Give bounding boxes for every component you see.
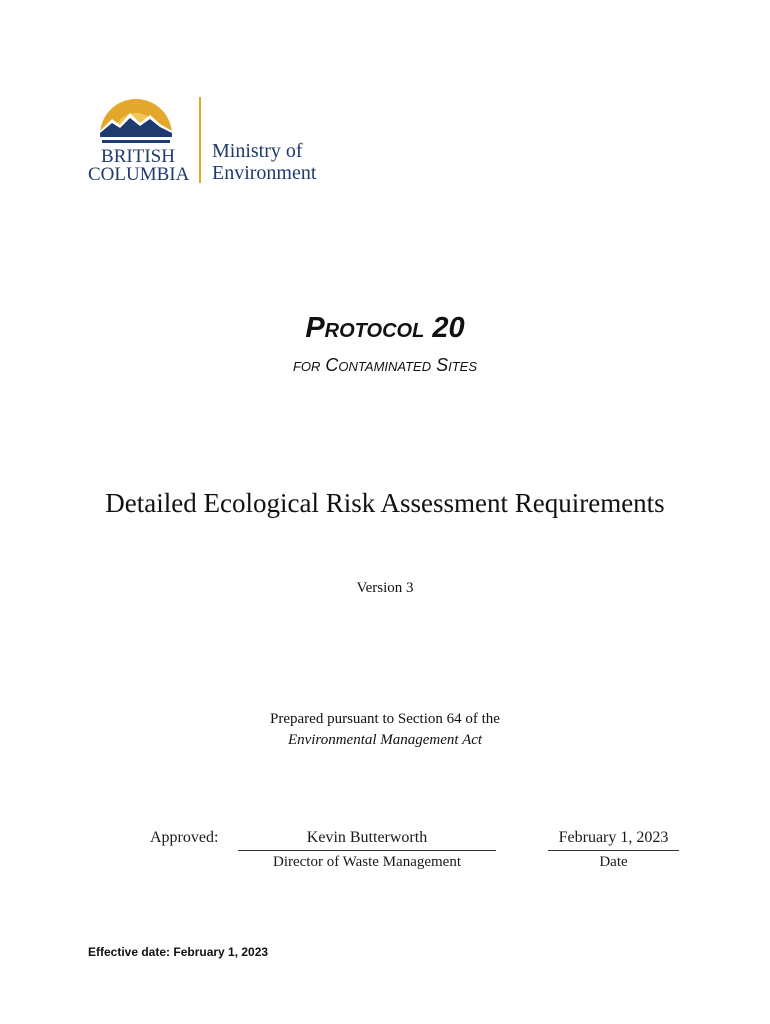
prepared-statement: Prepared pursuant to Section 64 of the [270,711,500,727]
protocol-title: Protocol 20 [305,312,465,344]
date-label: Date [599,854,628,870]
approver-role: Director of Waste Management [272,854,462,870]
bc-wordmark-line1: BRITISH [101,146,175,167]
logo-divider [199,97,201,183]
approved-label: Approved: [150,829,219,846]
bc-wordmark-line2: COLUMBIA [88,164,190,185]
document-title: Detailed Ecological Risk Assessment Requirements [105,488,665,518]
ministry-name-line2: Environment [212,162,317,184]
bc-sun-mountains-logo-icon [96,97,176,145]
ministry-logo [88,95,328,187]
document-version: Version 3 [356,580,414,596]
ministry-name-line1: Ministry of [212,140,303,162]
approver-name: Kevin Butterworth [238,829,496,851]
protocol-subtitle: for Contaminated Sites [292,355,478,375]
effective-date: Effective date: February 1, 2023 [88,945,269,959]
act-name: Environmental Management Act [287,732,483,748]
approval-date: February 1, 2023 [548,829,679,851]
